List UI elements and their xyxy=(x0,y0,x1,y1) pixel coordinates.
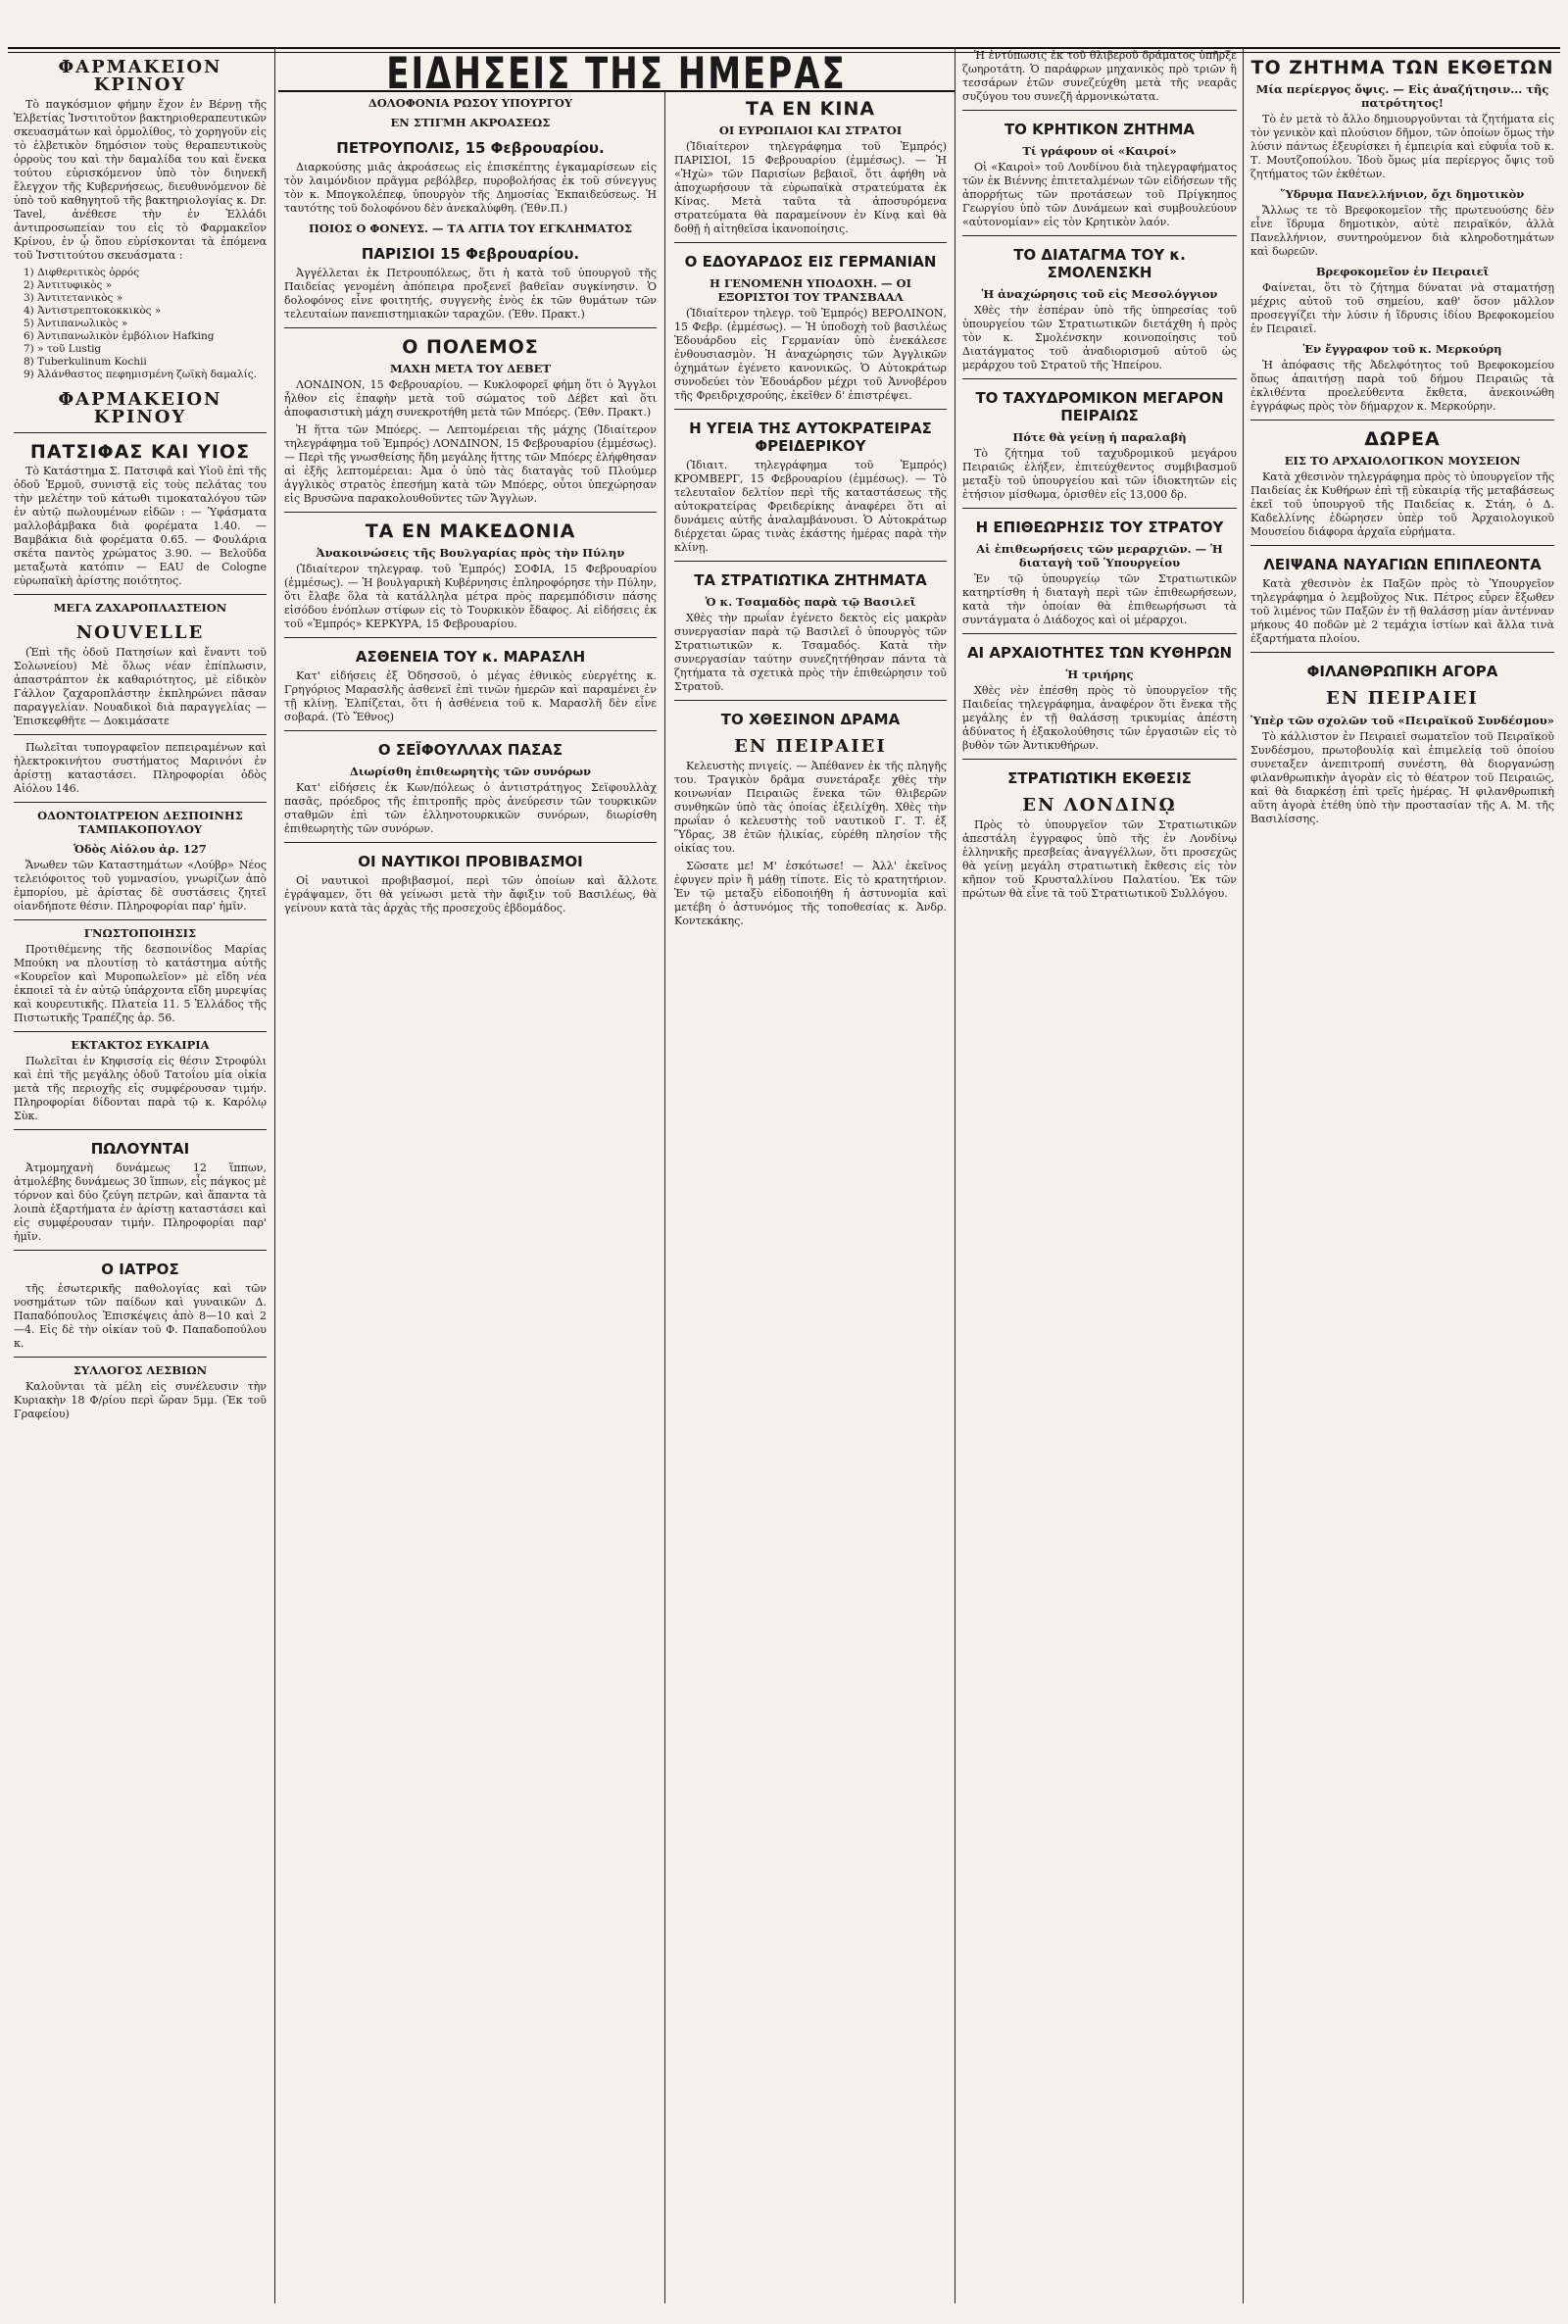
article-text: (Ἰδιαίτερον τηλεγράφημα τοῦ Ἐμπρός) ΠΑΡΙΣΙΟΙ, 15 Φεβρουαρίου (ἐμμέσως). — Ἡ «Ἠχὼ» τῶν Παρισίων βεβαιοῖ, ὅτι ἀφήθη νὰ ἀποχωρήσουν τὰ εὐρωπαϊκὰ στρατεύματα ἐκ Κίνας. Μετὰ ταῦτα τὰ ἀποσυρόμενα στρατεύματα θὰ παραμείνουν ἐν Κίνᾳ καὶ θὰ δοθῇ ἡ αἰτηθεῖσα ἱκανοποίησις. xyxy=(674,140,947,235)
article-subhead: Βρεφοκομεῖον ἐν Πειραιεῖ xyxy=(1315,265,1490,278)
article-headline: ΤΑ ΣΤΡΑΤΙΩΤΙΚΑ ΖΗΤΗΜΑΤΑ xyxy=(694,571,927,589)
ad-subtitle: NOUVELLE xyxy=(75,622,205,643)
ad-text: Πωλεῖται τυπογραφεῖον πεπειραμένων καὶ ἡλεκτροκινήτου συστήματος Μαρινόνι ἐν ἀρίστῃ καταστάσει. Πληροφορίαι ὁδὸς Αἰόλου 146. xyxy=(14,741,267,795)
ad-title: Ο ΙΑΤΡΟΣ xyxy=(101,1261,179,1278)
article-text: Τὸ ἐν μετὰ τὸ ἄλλο δημιουργοῦνται τὰ ζητήματα εἰς τὸν γενικὸν καὶ πλούσιον δῆμον, τῶν ὁποίων ὅμως τὴν λύσιν πάντως ἐξευρίσκει ἡ ἐμπειρία καὶ εὐφυΐα τοῦ κ. Τ. Μουτζοπούλου. Ἰδοὺ ὅμως μία περίεργος ὄψις τοῦ ζητήματος τῶν ἐκθέτων. xyxy=(1250,113,1554,180)
ad-text: Πωλεῖται ἐν Κηφισσίᾳ εἰς θέσιν Στροφύλι καὶ ἐπὶ τῆς μεγάλης ὁδοῦ Τατοΐου μία οἰκία μετὰ τῆς περιοχῆς εἰς συμφέρουσαν τιμήν. Πληροφορίαι δίδονται παρὰ τῷ κ. Καρόλῳ Σὺκ. xyxy=(14,1055,267,1122)
article-text: Ἄλλως τε τὸ Βρεφοκομεῖον τῆς πρωτευούσης δὲν εἶνε ἵδρυμα δημοτικὸν, αὐτὲ πειραϊκόν, ἀλλὰ Πανελλήνιον, συντηρούμενον διὰ κληροδοτημάτων καὶ δωρεῶν. xyxy=(1250,204,1554,258)
article-text: Φαίνεται, ὅτι τὸ ζήτημα δύναται νὰ σταματήσῃ μέχρις αὐτοῦ τοῦ σημείου, καθ' ὅσον μᾶλλον προσεγγίζει τὴν λύσιν ἡ ἵδρυσις ἰδίου Βρεφοκομείου ἐν Πειραιεῖ. xyxy=(1250,281,1554,335)
ad-text: Ἀτμομηχανὴ δυνάμεως 12 ἵππων, ἀτμολέβης δυνάμεως 30 ἵππων, εἷς πάγκος μὲ τόρνον καὶ δύο ζεύγη πετρῶν, καὶ ἅπαντα τὰ λοιπὰ ἐξαρτήματα ἐν ἀρίστῃ καταστάσει καὶ εἰς συμφέρουσαν τιμήν. Πληροφορίαι παρ' ἡμῖν. xyxy=(14,1162,267,1243)
article-text: Τὸ κάλλιστον ἐν Πειραιεῖ σωματεῖον τοῦ Πειραϊκοῦ Συνδέσμου, πρωτοβουλίᾳ καὶ ἐπιμελείᾳ τοῦ ὁποίου συνεταξεν ἀνεπιτροπή συνέστη, θὰ διοργανώσῃ φιλανθρωπικὴν ἀγορὰν εἰς τὸ θέατρον τοῦ Πειραιῶς, καὶ θὰ διαρκέσῃ ἐπὶ τρεῖς ἡμέρας. Ἡ φιλανθρωπικὴ αὕτη ἀγορὰ ἐτέθη ὑπὸ τὴν προστασίαν τῆς Α. Μ. τῆς Βασιλίσσης. xyxy=(1250,730,1554,825)
ad-text: Τὸ Κατάστημα Σ. Πατσιφᾶ καὶ Υἱοῦ ἐπὶ τῆς ὁδοῦ Ἑρμοῦ, συνιστᾷ εἰς τοὺς πελάτας του τὴν μελέτην τοῦ κάτωθι τιμοκαταλόγου τῶν ἐν αὐτῷ πωλουμένων εἰδῶν : — Ὑφάσματα μαλλοβάμβακα διὰ φορέματα 1.40. — Βαμβάκια διὰ φορέματα 0.65. — Φουλάρια σκέτα παντὸς χρώματος 3.90. — Βελοῦδα μεταξωτὰ κατόπιν — EAU de Cologne εὐρωπαϊκὴ ἀρίστης ποιότητος. xyxy=(14,465,267,587)
article-text: (Ἰδιαιτ. τηλεγράφημα τοῦ Ἐμπρός) ΚΡΟΜΒΕΡΓ, 15 Φεβρουαρίου (ἐμμέσως). — Τὸ τελευταῖον δελτίον περὶ τῆς καταστάσεως τῆς αὐτοκρατείρας Φρειδερίκης ἀναφέρει ὅτι αἱ δυνάμεις αὐτῆς ἀναλαμβάνουσι. Ὁ Αὐτοκράτωρ διέρχεται ὥρας τινὰς ἐκάστης ἡμέρας παρὰ τὴν κλίνῃ. xyxy=(674,459,947,554)
article-headline: Η ΕΠΙΘΕΩΡΗΣΙΣ ΤΟΥ ΣΤΡΑΤΟΥ xyxy=(975,519,1224,536)
list-item: 1) Διφθεριτικὸς ὀρρός xyxy=(24,267,140,278)
article-subhead: Ὕδρυμα Πανελλήνιον, ὄχι δημοτικὸν xyxy=(1280,187,1525,201)
article-text: Ἐν τῷ ὑπουργείῳ τῶν Στρατιωτικῶν κατηρτίσθη ἡ διαταγὴ περὶ τῶν ἐπιθεωρήσεων, κατὰ τὴν ὁποίαν θὰ ἐπιθεωρήσωσι τὰ συντάγματα ὁ Διάδοχος καὶ οἱ μέραρχοι. xyxy=(962,572,1237,626)
list-item: 7) » τοῦ Lustig xyxy=(24,343,102,355)
article-text: (Ἰδιαίτερον τηλεγρ. τοῦ Ἐμπρός) ΒΕΡΟΛΙΝΟΝ, 15 Φεβρ. (ἐμμέσως). — Ἡ ὑποδοχὴ τοῦ βασιλέως Ἐδουάρδου εἰς Γερμανίαν ὑπὸ ἐνεκάλεσε ἐνθουσιασμὸν. Ἡ ἀναχώρησις τῶν Ἀγγλικῶν ὀχημάτων ἐγένετο κανονικῶς. Ὁ Αὐτοκράτωρ συνοδεύει τὸν Ἐδουάρδον μέχρι τοῦ Ἀννοβέρου τῆς Φρειδριχσρούης, ἐκεῖθεν δ' ἐπιστρέψει. xyxy=(674,307,947,402)
article-text: Τὸ ζήτημα τοῦ ταχυδρομικοῦ μεγάρου Πειραιῶς ἐλήξεν, ἐπιτεύχθεντος συμβιβασμοῦ μεταξὺ τοῦ ὑπουργείου καὶ τῶν ἰδιοκτητῶν εἰς ἐτήσιον μίσθωμα, ὁρισθὲν εἰς 13,000 δρ. xyxy=(962,447,1237,501)
article-subhead: Αἱ ἐπιθεωρήσεις τῶν μεραρχιῶν. — Ἡ διαταγὴ τοῦ Ὑπουργείου xyxy=(976,542,1223,569)
article-text: Κατ' εἰδήσεις ἐκ Κων/πόλεως ὁ ἀντιστράτηγος Σεϊφουλλὰχ πασᾶς, πρόεδρος τῆς ἐπιτροπῆς πρὸς ἀνεύρεσιν τῶν τουρκικῶν σταθμῶν ἐπὶ τῶν ἑλληνοτουρκικῶν συνόρων, διωρίσθη ἐπιθεωρητὴς τῶν συνόρων. xyxy=(284,781,657,835)
article-headline: Ο ΠΟΛΕΜΟΣ xyxy=(402,336,539,358)
ad-title: ΣΥΛΛΟΓΟΣ ΛΕΣΒΙΩΝ xyxy=(73,1363,208,1377)
article-subhead: Διωρίσθη ἐπιθεωρητὴς τῶν συνόρων xyxy=(349,765,592,778)
article-headline: ΛΕΙΨΑΝΑ ΝΑΥΑΓΙΩΝ ΕΠΙΠΛΕΟΝΤΑ xyxy=(1263,556,1542,573)
article-headline: ΑΣΘΕΝΕΙΑ ΤΟΥ κ. ΜΑΡΑΣΛΗ xyxy=(355,648,586,666)
article-headline: ΤΟ ΧΘΕΣΙΝΟΝ ΔΡΑΜΑ xyxy=(720,711,901,728)
article-subhead: ΕΝ ΣΤΙΓΜΗ ΑΚΡΟΑΣΕΩΣ xyxy=(390,116,551,129)
article-headline: ΔΩΡΕΑ xyxy=(1364,428,1441,450)
list-item: 8) Tuberkulinum Kochii xyxy=(24,356,147,368)
product-list xyxy=(14,267,267,381)
article-subhead: ΕΝ ΠΕΙΡΑΙΕΙ xyxy=(734,736,887,757)
ad-title: ΦΑΡΜΑΚΕΙΟΝ ΚΡΙΝΟΥ xyxy=(58,57,222,95)
article-text: Διαρκούσης μιᾶς ἀκροάσεως εἰς ἐπισκέπτης ἐγκαμαρίσεων εἰς τὸν λαιμόνδιον πρᾶγμα ρεβόλβερ, πυροβολήσας ἐκ τοῦ σύνεγγυς τὸν κ. Μπογκολέπεφ, ὑπουργὸν τῆς Δημοσίας Ἐκπαιδεύσεως. Ἡ ταυτότης τοῦ δολοφόνου δὲν ἀνεκαλύφθη. (Ἐθν.Π.) xyxy=(284,161,657,215)
list-item: 3) Ἀντιτετανικὸς » xyxy=(24,292,123,304)
article-subhead: ΟΙ ΕΥΡΩΠΑΙΟΙ ΚΑΙ ΣΤΡΑΤΟΙ xyxy=(718,124,903,137)
article-headline: ΤΟ ΤΑΧΥΔΡΟΜΙΚΟΝ ΜΕΓΑΡΟΝ ΠΕΙΡΑΙΩΣ xyxy=(975,389,1224,424)
article-text: Κατ' εἰδήσεις ἐξ Ὀδησσοῦ, ὁ μέγας ἐθνικὸς εὐεργέτης κ. Γρηγόριος Μαρασλῆς ἀσθενεῖ ἐπὶ τινῶν ἡμερῶν καὶ παραμένει ἐν τῇ κλίνῃ. Ἐλπίζεται, ὅτι ἡ ἀσθένεια τοῦ κ. Μαρασλῆ δὲν εἶνε σοβαρά. (Τὸ Ἔθνος) xyxy=(284,669,657,723)
article-headline: Ο ΕΔΟΥΑΡΔΟΣ ΕΙΣ ΓΕΡΜΑΝΙΑΝ xyxy=(684,253,937,271)
ad-text: Καλοῦνται τὰ μέλη εἰς συνέλευσιν τὴν Κυριακὴν 18 Φ/ρίου περὶ ὥραν 5μμ. (Ἐκ τοῦ Γραφείου) xyxy=(14,1380,267,1420)
column-5 xyxy=(1245,49,1560,2294)
article-subhead: Ἀνακοινώσεις τῆς Βουλγαρίας πρὸς τὴν Πύλην xyxy=(316,546,625,560)
article-subhead: ΕΝ ΛΟΝΔΙΝῼ xyxy=(1022,795,1177,816)
column-2 xyxy=(278,90,662,2294)
article-text: Ἀγγέλλεται ἐκ Πετρουπόλεως, ὅτι ἡ κατὰ τοῦ ὑπουργοῦ τῆς Παιδείας γενομένη ἀπόπειρα προξενεῖ βαθεῖαν συγκίνησιν. Ὁ δολοφόνος εἶνε φοιτητής, συγγενὴς ἑνὸς ἐκ τῶν θυμάτων τῶν τελευταίων πανεπιστημιακῶν ταραχῶν. (Ἐθν. Πρακτ.) xyxy=(284,267,657,321)
article-text: ΛΟΝΔΙΝΟΝ, 15 Φεβρουαρίου. — Κυκλοφορεῖ φήμη ὅτι ὁ Ἄγγλοι ἦλθον εἰς ἐπαφὴν μετὰ τοῦ σώματος τοῦ Δέβετ καὶ ὅτι ἀποφασιστικὴ μάχη συνεκροτήθη μετὰ τῶν Μπόερς. (Ἐθν. Πρακτ.) xyxy=(284,378,657,419)
article-text: Οἱ «Καιροὶ» τοῦ Λονδίνου διὰ τηλεγραφήματος τῶν ἐκ Βιέννης ἐπιτεταλμένων τῶν εἰδήσεων τῆς ἀπορρήτως τῶν προτάσεων τοῦ Πρίγκηπος Γεωργίου ὑπὸ τῶν Δυνάμεων καὶ συμβουλεύουν «αὐτονομίαν» εἰς τὸν Κρητικὸν λαόν. xyxy=(962,161,1237,228)
column-rule xyxy=(955,49,956,2303)
article-text: Κατὰ χθεσινὸν ἐκ Παξῶν πρὸς τὸ Ὑπουργεῖον τηλεγράφημα ὁ λεμβοῦχος Νικ. Πέτρος εὗρεν ἔξωθεν τοῦ λιμένος τῶν Παξῶν ἐν τῇ θαλάσσῃ μίαν ἀντένναν μήκους 40 ποδῶν μὲ 2 τεμάχια ἱστίων καὶ ἄλλα τινὰ ἐξαρτήματα πλοίου. xyxy=(1250,577,1554,645)
article-text: Οἱ ναυτικοὶ προβιβασμοί, περὶ τῶν ὁποίων καὶ ἄλλοτε ἐγράψαμεν, ὅτι θὰ γείνωσι μετὰ τὴν ἄφιξιν τοῦ Βασιλέως, θὰ γείνουν κατὰ τὰς ἀρχὰς τῆς προσεχοῦς ἑβδομάδος. xyxy=(284,874,657,915)
article-headline: ΔΟΛΟΦΟΝΙΑ ΡΩΣΟΥ ΥΠΟΥΡΓΟΥ xyxy=(368,96,573,110)
column-1 xyxy=(8,49,272,2294)
article-headline: ΤΟ ΔΙΑΤΑΓΜΑ ΤΟΥ κ. ΣΜΟΛΕΝΣΚΗ xyxy=(1013,246,1186,281)
article-text: Κατὰ χθεσινὸν τηλεγράφημα πρὸς τὸ ὑπουργεῖον τῆς Παιδείας ἐκ Κυθήρων ἐπὶ τῇ εὐκαιρίᾳ τῆς μεταβάσεως ἐκεῖ τοῦ ὑπουργοῦ τῆς Παιδείας κ. Στάη, ὁ Δ. Καδελλίνης ἐδώρησεν ὑπὲρ τοῦ Ἀρχαιολογικοῦ Μουσείου διάφορα ἀρχαῖα εὑρήματα. xyxy=(1250,470,1554,538)
ad-title: ΠΩΛΟΥΝΤΑΙ xyxy=(90,1140,190,1158)
article-headline: ΤΑ ΕΝ ΜΑΚΕΔΟΝΙΑ xyxy=(365,520,576,542)
article-subhead: Ὑπὲρ τῶν σχολῶν τοῦ «Πειραϊκοῦ Συνδέσμου» xyxy=(1250,714,1554,727)
article-headline: ΤΟ ΖΗΤΗΜΑ ΤΩΝ ΕΚΘΕΤΩΝ xyxy=(1250,57,1554,78)
column-3 xyxy=(668,90,953,2294)
article-headline: ΣΤΡΑΤΙΩΤΙΚΗ ΕΚΘΕΣΙΣ xyxy=(1007,769,1192,787)
article-text: Χθὲς τὴν πρωΐαν ἐγένετο δεκτὸς εἰς μακρὰν συνεργασίαν παρὰ τῷ Βασιλεῖ ὁ ὑπουργὸς τῶν Στρατιωτικῶν κ. Τσαμαδός. Κατὰ τὴν συνεργασίαν ταύτην συνεζητήθησαν πάντα τὰ ζητήματα τὰ σχετικὰ πρὸς τὴν ἐπιθεώρησιν τοῦ Στρατοῦ. xyxy=(674,612,947,693)
ad-title: ΕΚΤΑΚΤΟΣ ΕΥΚΑΙΡΙΑ xyxy=(71,1038,210,1052)
article-dateline: ΠΑΡΙΣΙΟΙ 15 Φεβρουαρίου. xyxy=(361,245,580,263)
article-subhead: Ὁ κ. Τσαμαδὸς παρὰ τῷ Βασιλεῖ xyxy=(705,595,916,609)
ad-text: (Ἐπὶ τῆς ὁδοῦ Πατησίων καὶ ἔναντι τοῦ Σολωνείου) Μὲ ὅλως νέαν ἐπίπλωσιν, ἀπαστράπτον ἐκ καθαριότητος, μὲ εἰδικὸν Γάλλον ζαχαροπλάστην ἐκπληρώνει πᾶσαν παραγγελίαν. Νουαδικοὶ διὰ παραγγελίας — Ἐπισκεφθῆτε — Δοκιμάσατε xyxy=(14,646,267,727)
article-text: (Ἰδιαίτερον τηλεγραφ. τοῦ Ἐμπρός) ΣΟΦΙΑ, 15 Φεβρουαρίου (ἐμμέσως). — Ἡ βουλγαρικὴ Κυβέρνησις ἐπληροφόρησε τὴν Πύλην, ὅτι ἔλαβε ὅλα τὰ κατάλληλα μέτρα πρὸς παρεμπόδισιν πάσης εἰσόδου ἐνόπλων στίφων εἰς τὸ Τουρκικὸν ἔδαφος. Αἱ εἰδήσεις ἐκ τοῦ «Ἐμπρός» ΚΕΡΚΥΡΑ, 15 Φεβρουαρίου. xyxy=(284,563,657,630)
article-text: Πρὸς τὸ ὑπουργεῖον τῶν Στρατιωτικῶν ἀπεστάλη ἐγγραφος ὑπὸ τῆς ἐν Λονδίνῳ ἑλληνικῆς πρεσβείας ἀναγγέλλων, ὅτι προσεχῶς θὰ γείνῃ μεγάλη στρατιωτικὴ ἔκθεσις εἰς τὸν κῆπον τοῦ Κρυσταλλίνου Παλατίου. Ἐκ τῶν πρώτων θὰ εἶνε τὰ τοῦ Στρατιωτικοῦ Συλλόγου. xyxy=(962,818,1237,900)
column-4 xyxy=(956,49,1243,2294)
list-item: 2) Ἀντιτυφικὸς » xyxy=(24,279,113,291)
article-headline: Η ΥΓΕΙΑ ΤΗΣ ΑΥΤΟΚΡΑΤΕΙΡΑΣ ΦΡΕΙΔΕΡΙΚΟΥ xyxy=(689,420,932,455)
article-text: Σῶσατε με! Μ' ἐσκότωσε! — Ἀλλ' ἐκεῖνος ἐφυγεν πρὶν ἢ μάθῃ τίποτε. Εἰς τὸ κρατητήριον. Ἐν τῷ μεταξὺ εἰδοποιήθη ἡ ἀστυνομία καὶ μετέβη ὁ ἀστυνόμος τῆς τοποθεσίας κ. Ἀνδρ. Κοντεκάκης. xyxy=(674,860,947,927)
ad-text: Τὸ παγκόσμιον φήμην ἔχον ἐν Βέρνῃ τῆς Ἑλβετίας Ἰνστιτοῦτον βακτηριοθεραπευτικῶν σκευασμάτων καὶ ὁρμολίθος, τὸ χορηγοῦν εἰς τὸ ἑλβετικὸν δημόσιον τοὺς θεραπευτικοὺς ὀρροὺς του καὶ τὴν δαμαλίδα του καὶ ἕνεκα τούτου εὑρισκόμενον ὑπὸ τὸν διηνεκῆ ἔλεγχον τῆς Κυβερνήσεως, διευθυνόμενον δὲ ὑπὸ τοῦ καθηγητοῦ τῆς βακτηριολογίας κ. Dr. Tavel, ἀνέθεσε τὴν ἐν Ἑλλάδι ἀντιπροσωπείαν του εἰς τὸ Φαρμακεῖον Κρίνου, ἐν ᾧ ὅπου εὑρίσκονται τὰ ἑπόμενα τοῦ Ἰνστιτούτου σκευάσματα : xyxy=(14,98,267,262)
article-text: Ἡ ἥττα τῶν Μπόερς. — Λεπτομέρειαι τῆς μάχης (Ἰδιαίτερον τηλεγράφημα τοῦ Ἐμπρός) ΛΟΝΔΙΝΟΝ, 15 Φεβρουαρίου (ἐμμέσως). — Περὶ τῆς γνωσθείσης ἤδη μεγάλης ἥττης τῶν Μπόερς ἐλήφθησαν αἱ ἑξῆς λεπτομέρειαι: Ἀμα ὁ ὑπὸ τὰς διαταγὰς τοῦ Πλούμερ ἀγγλικὸς στρατὸς ἐπεσήμη κατὰ τῶν Μπόερς, οὗτοι ὑπεχώρησαν εἰς Βρυσῶνα παρακολουθοῦντες τῶν Ἄγγλων. xyxy=(284,423,657,505)
column-rule xyxy=(664,92,665,2303)
article-subhead: Μία περίεργος ὄψις. — Εἰς ἀναζήτησιν... τῆς πατρότητος! xyxy=(1255,82,1549,110)
article-headline: ΟΙ ΝΑΥΤΙΚΟΙ ΠΡΟΒΙΒΑΣΜΟΙ xyxy=(358,853,583,870)
column-rule xyxy=(1243,49,1244,2303)
article-headline: ΠΟΙΟΣ Ο ΦΟΝΕΥΣ. — ΤΑ ΑΙΤΙΑ ΤΟΥ ΕΓΚΛΗΜΑΤΟΣ xyxy=(308,222,633,235)
ad-subtitle: Ὁδὸς Αἰόλου ἀρ. 127 xyxy=(74,842,207,856)
article-headline: ΦΙΛΑΝΘΡΩΠΙΚΗ ΑΓΟΡΑ xyxy=(1306,663,1498,680)
ad-title: ΓΝΩΣΤΟΠΟΙΗΣΙΣ xyxy=(83,926,197,940)
column-rule xyxy=(274,49,275,2303)
article-headline: ΤΑ ΕΝ ΚΙΝΑ xyxy=(745,98,876,120)
masthead-title: ΕΙΔΗΣΕΙΣ ΤΗΣ ΗΜΕΡΑΣ xyxy=(386,55,847,92)
ad-signature: ΦΑΡΜΑΚΕΙΟΝ ΚΡΙΝΟΥ xyxy=(58,389,222,427)
article-text: Χθὲς νὲν ἐπέσθη πρὸς τὸ ὑπουργεῖον τῆς Παιδείας τηλεγράφημα, ἀναφέρον ὅτι ἕνεκα τῆς μεγάλης ἐν τῇ θαλάσσῃ τρικυμίας ἀπέστη ἀδύνατος ἡ ἐξακολούθησις τῶν ἐργασιῶν εἰς τὸ βυθὸν τῶν Ἀντικυθήρων. xyxy=(962,684,1237,752)
ad-text: Ἄνωθεν τῶν Καταστημάτων «Λούβρ» Νέος τελειόφοιτος τοῦ γυμνασίου, γνωρίζων ἀπὸ ἐμπορίου, μὲ ἀρίστας δὲ συστάσεις ζητεῖ οἰανδήποτε θέσιν. Πληροφορίαι παρ' ἡμῖν. xyxy=(14,859,267,913)
article-text: Κελευστὴς πνιγείς. — Ἀπέθανεν ἐκ τῆς πληγῆς του. Τραγικὸν δρᾶμα συνετάραξε χθὲς τὴν κοινωνίαν Πειραιῶς ἕνεκα τῶν θλιβερῶν συνθηκῶν ὑπὸ τὰς ὁποίας ἐξειλίχθη. Χθὲς τὴν πρωΐαν ὁ κελευστὴς τοῦ ναυτικοῦ Γ. Τ. ἐξ Ὕδρας, 38 ἐτῶν ἡλικίας, εὑρέθη πλησίον τῆς οἰκίας του. xyxy=(674,760,947,855)
article-headline: ΑΙ ΑΡΧΑΙΟΤΗΤΕΣ ΤΩΝ ΚΥΘΗΡΩΝ xyxy=(966,644,1233,662)
article-subhead: Ἡ ἀναχώρησις τοῦ εἰς Μεσολόγγιον xyxy=(981,287,1218,301)
article-subhead: Ἐν ἔγγραφον τοῦ κ. Μερκούρη xyxy=(1302,342,1502,356)
article-subhead: ΕΙΣ ΤΟ ΑΡΧΑΙΟΛΟΓΙΚΟΝ ΜΟΥΣΕΙΟΝ xyxy=(1284,454,1521,468)
ad-text: Προτιθέμενης τῆς δεσποινίδος Μαρίας Μπούκη να πλουτίσῃ τὸ κατάστημα αὐτῆς «Κουρεῖον καὶ Μυροπωλεῖον» μὲ εἴδη νέα ἐκποιεῖ τὰ ἐν αὐτῷ ὑπάρχοντα εἴδη μυρεψίας καὶ κουρευτικῆς. Πλατεία 11. 5 Ἑλλάδος τῆς Πιστωτικῆς Τραπέζης ἀρ. 56. xyxy=(14,943,267,1024)
ad-title: ΟΔΟΝΤΟΙΑΤΡΕΙΟΝ ΔΕΣΠΟΙΝΗΣ ΤΑΜΠΑΚΟΠΟΥΛΟΥ xyxy=(37,809,243,836)
list-item: 4) Ἀντιστρεπτοκοκκικὸς » xyxy=(24,305,162,317)
article-headline: Ο ΣΕΪΦΟΥΛΛΑΧ ΠΑΣΑΣ xyxy=(377,741,564,759)
ad-title: ΜΕΓΑ ΖΑΧΑΡΟΠΛΑΣΤΕΙΟΝ xyxy=(53,601,227,615)
masthead xyxy=(278,55,955,92)
list-item: 5) Ἀντιπανωλικὸς » xyxy=(24,318,128,329)
article-subhead: Ἡ τριήρης xyxy=(1065,668,1134,681)
article-subhead: Η ΓΕΝΟΜΕΝΗ ΥΠΟΔΟΧΗ. — ΟΙ ΕΞΟΡΙΣΤΟΙ ΤΟΥ ΤΡΑΝΣΒΑΑΛ xyxy=(710,276,911,304)
article-text: Ἡ ἐντύπωσις ἐκ τοῦ θλιβεροῦ δράματος ὑπῆρξε ζωηροτάτη. Ὁ παράφρων μηχανικὸς πρὸ τριῶν ἢ τεσσάρων ἐτῶν συνεζεύχθη μετὰ τῆς νεαρᾶς συζύγου του συνεζῆ ἁρμονικώτατα. xyxy=(962,49,1237,103)
ad-title: ΠΑΤΣΙΦΑΣ ΚΑΙ ΥΙΟΣ xyxy=(29,441,251,463)
article-headline: ΤΟ ΚΡΗΤΙΚΟΝ ΖΗΤΗΜΑ xyxy=(1004,121,1196,138)
article-dateline: ΠΕΤΡΟΥΠΟΛΙΣ, 15 Φεβρουαρίου. xyxy=(336,139,605,157)
article-subhead: ΕΝ ΠΕΙΡΑΙΕΙ xyxy=(1326,688,1479,709)
list-item: 9) Ἀλάνθαστος πεφημισμένη ζωϊκὴ δαμαλίς. xyxy=(24,369,257,380)
article-subhead: Πότε θὰ γείνῃ ἡ παραλαβὴ xyxy=(1012,430,1187,444)
ad-text: τῆς ἐσωτερικῆς παθολογίας καὶ τῶν νοσημάτων τῶν παίδων καὶ γυναικῶν Δ. Παπαδόπουλος Ἐπισκέψεις ἀπὸ 8—10 καὶ 2—4. Εἰς δὲ τὴν οἰκίαν τοῦ Φ. Παπαδοπούλου κ. xyxy=(14,1282,267,1350)
article-subhead: ΜΑΧΗ ΜΕΤΑ ΤΟΥ ΔΕΒΕΤ xyxy=(390,362,551,375)
newspaper-page xyxy=(8,0,1560,2313)
article-text: Ἡ ἀπόφασις τῆς Ἀδελφότητος τοῦ Βρεφοκομείου ὅπως ἀπαιτήσῃ παρὰ τοῦ δήμου Πειραιῶς τὰ ἐκλιθέντα προελεύθεντα ἔκθετα, ἀνεκοινώθη ἐγγράφως πρὸς τὸν δήμαρχον κ. Μερκούρην. xyxy=(1250,359,1554,413)
article-text: Χθὲς τὴν ἑσπέραν ὑπὸ τῆς ὑπηρεσίας τοῦ ὑπουργείου τῶν Στρατιωτικῶν διετάχθη ἡ πρὸς τὸν κ. Σμολένσκην κοινοποίησις τοῦ Διατάγματος τοῦ ἀναδιορισμοῦ αὐτοῦ ὡς μεράρχου τοῦ Στρατοῦ τῆς Ἠπείρου. xyxy=(962,304,1237,371)
list-item: 6) Ἀντιπανωλικὸν ἐμβόλιον Hafking xyxy=(24,330,215,342)
article-subhead: Τί γράφουν οἱ «Καιροί» xyxy=(1022,144,1177,158)
